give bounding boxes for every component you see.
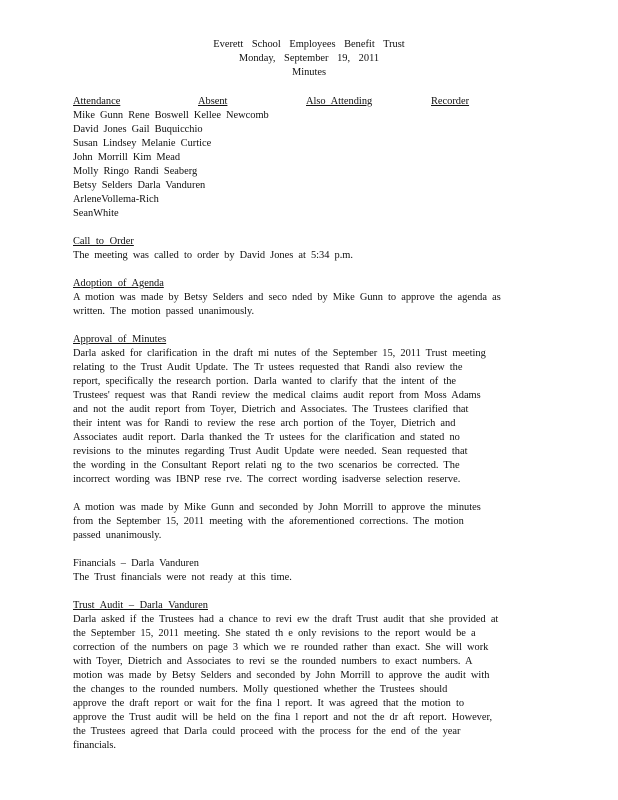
attendee-row: Betsy Selders Darla Vanduren <box>73 180 206 191</box>
adoption-line: A motion was made by Betsy Selders and seco nded by Mike Gunn to approve the agenda as <box>73 292 501 303</box>
document-title: Everett School Employees Benefit Trust <box>213 39 405 50</box>
trust-audit-paragraph <box>73 613 543 753</box>
attendee-row: Mike Gunn Rene Boswell Kellee Newcomb <box>73 110 269 121</box>
approval-line: revisions to the minutes regarding Trust Audit Update were needed. Sean requested that <box>73 446 468 457</box>
trust-audit-line: the changes to the rounded numbers. Molly questioned whether the Trustees should <box>73 684 448 695</box>
approval-line: and not the audit report from Toyer, Dietrich and Associates. The Trustees clarified that <box>73 404 469 415</box>
trust-audit-line: the Trustees agreed that Darla could proceed with the process for the end of the year <box>73 726 461 737</box>
also-attending-heading: Also Attending <box>306 96 373 107</box>
adoption-heading: Adoption of Agenda <box>73 278 164 289</box>
trust-audit-line: correction of the numbers on page 3 which we re rounded rather than exact. She will work <box>73 642 489 653</box>
approval-heading: Approval of Minutes <box>73 334 167 345</box>
attendance-list <box>73 109 543 221</box>
financials-heading: Financials – Darla Vanduren <box>73 558 199 569</box>
approval-line: Darla asked for clarification in the draft mi nutes of the September 15, 2011 Trust meeting <box>73 348 486 359</box>
trust-audit-line: with Toyer, Dietrich and Associates to revi se the rounded numbers to exact numbers. A <box>73 656 473 667</box>
recorder-heading: Recorder <box>431 96 470 107</box>
document-body <box>73 95 543 753</box>
attendee-row: Susan Lindsey Melanie Curtice <box>73 138 212 149</box>
approval-line: their intent was for Randi to review the rese arch portion of the Toyer, Dietrich and <box>73 418 456 429</box>
approval-line: incorrect wording was IBNP rese rve. The correct wording isadverse selection reserve. <box>73 474 461 485</box>
trust-audit-line: approve the Trust audit will be held on the fina l report and not the dr aft report. However, <box>73 712 493 723</box>
approval-line: Associates audit report. Darla thanked the Tr ustees for the clarification and stated no <box>73 432 460 443</box>
approval-line: report, specifically the research portion. Darla wanted to clarify that the intent of the <box>73 376 457 387</box>
call-to-order-heading: Call to Order <box>73 236 134 247</box>
trust-audit-heading: Trust Audit – Darla Vanduren <box>73 600 208 611</box>
approval-line: the wording in the Consultant Report relati ng to the two scenarios be corrected. The <box>73 460 460 471</box>
financials-text: The Trust financials were not ready at this time. <box>73 572 292 583</box>
document-header <box>0 38 618 80</box>
attendee-row: Molly Ringo Randi Seaberg <box>73 166 198 177</box>
approval-motion-line: passed unanimously. <box>73 530 162 541</box>
trust-audit-line: approve the draft report or wait for the fina l report. It was agreed that the motion to <box>73 698 465 709</box>
trust-audit-line: motion was made by Betsy Selders and seconded by John Morrill to approve the audit with <box>73 670 490 681</box>
approval-motion-line: A motion was made by Mike Gunn and seconded by John Morrill to approve the minutes <box>73 502 481 513</box>
trust-audit-line: the September 15, 2011 meeting. She stated th e only revisions to the report would be a <box>73 628 476 639</box>
adoption-line: written. The motion passed unanimously. <box>73 306 255 317</box>
absent-heading: Absent <box>198 96 228 107</box>
attendee-row: ArleneVollema-Rich <box>73 194 159 205</box>
document-subtitle: Minutes <box>291 67 327 78</box>
approval-paragraph <box>73 347 543 487</box>
trust-audit-line: Darla asked if the Trustees had a chance to revi ew the draft Trust audit that she provided at <box>73 614 499 625</box>
column-headings <box>73 95 543 109</box>
attendance-heading: Attendance <box>73 96 121 107</box>
attendee-row: SeanWhite <box>73 208 119 219</box>
approval-line: Trustees' request was that Randi review the medical claims audit report from Moss Adams <box>73 390 481 401</box>
approval-motion-line: from the September 15, 2011 meeting with the aforementioned corrections. The motion <box>73 516 464 527</box>
attendee-row: John Morrill Kim Mead <box>73 152 181 163</box>
meeting-date: Monday, September 19, 2011 <box>238 53 380 64</box>
approval-motion-paragraph <box>73 501 543 543</box>
trust-audit-line: financials. <box>73 740 116 751</box>
call-to-order-text: The meeting was called to order by David Jones at 5:34 p.m. <box>73 250 353 261</box>
attendee-row: David Jones Gail Buquicchio <box>73 124 203 135</box>
approval-line: relating to the Trust Audit Update. The Tr ustees requested that Randi also review the <box>73 362 463 373</box>
